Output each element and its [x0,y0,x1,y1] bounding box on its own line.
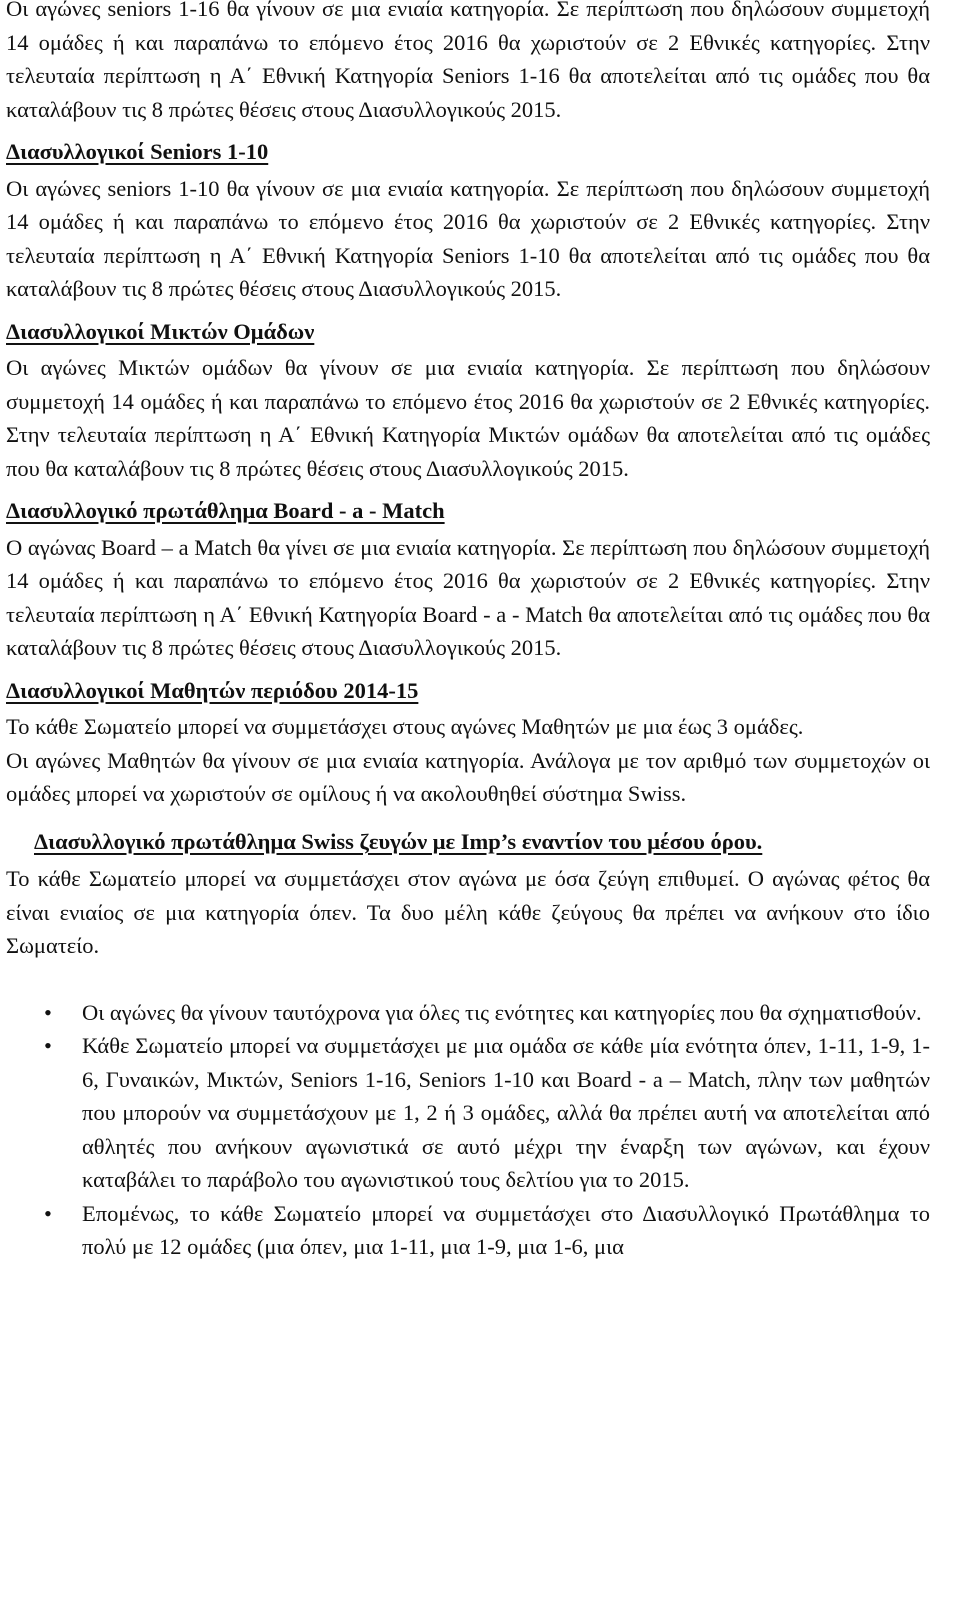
paragraph-students-format: Οι αγώνες Μαθητών θα γίνουν σε μια ενιαία κατηγορία. Ανάλογα με τον αριθμό των συμμετοχών οι ομάδες μπορεί να χωριστούν σε ομίλους ή να ακολουθηθεί σύστημα Swiss. [6,747,930,806]
list-item-text: Κάθε Σωματείο μπορεί να συμμετάσχει με μια ομάδα σε κάθε μία ενότητα όπεν, 1-11, 1-9, 1-6, Γυναικών, Μικτών, Seniors 1-16, Seniors 1-10 και Board - a – Match, πλην των μαθητών που μπορούν να συμμετάσχουν με 1, 2 ή 3 ομάδες, αλλά θα πρέπει αυτή να αποτελείται από αθλητές που ανήκουν αγωνιστικά σε αυτό μέχρι την έναρξη των αγώνων, και έχουν καταβάλει το παράβολο του αγωνιστικού τους δελτίου για το 2015. [82,1033,930,1192]
paragraph-mixed-teams: Οι αγώνες Μικτών ομάδων θα γίνουν σε μια ενιαία κατηγορία. Σε περίπτωση που δηλώσουν συμμετοχή 14 ομάδες ή και παραπάνω το επόμενο έτος 2016 θα χωριστούν σε 2 Εθνικές κατηγορίες. Στην τελευταία περίπτωση η Α΄ Εθνική Κατηγορία Μικτών ομάδων θα αποτελείται από τις ομάδες που θα καταλάβουν τις 8 πρώτες θέσεις στους Διασυλλογικούς 2015. [6,355,930,481]
heading-mixed-teams: Διασυλλογικοί Μικτών Ομάδων [6,318,315,344]
document-page [6,0,930,1264]
paragraph-board-a-match: Ο αγώνας Board – a Match θα γίνει σε μια ενιαία κατηγορία. Σε περίπτωση που δηλώσουν συμμετοχή 14 ομάδες ή και παραπάνω το επόμενο έτος 2016 θα χωριστούν σε 2 Εθνικές κατηγορίες. Στην τελευταία περίπτωση η Α΄ Εθνική Κατηγορία Board - a - Match θα αποτελείται από τις ομάδες που θα καταλάβουν τις 8 πρώτες θέσεις στους Διασυλλογικούς 2015. [6,534,930,660]
list-item-text: Οι αγώνες θα γίνουν ταυτόχρονα για όλες τις ενότητες και κατηγορίες που θα σχηματισθούν. [82,999,922,1025]
paragraph-students-teams: Το κάθε Σωματείο μπορεί να συμμετάσχει στους αγώνες Μαθητών με μια έως 3 ομάδες. [6,714,804,739]
bullet-icon: • [44,999,52,1025]
heading-swiss-pairs: Διασυλλογικό πρωτάθλημα Swiss ζευγών με Imp’s εναντίον του μέσου όρου. [34,828,763,854]
paragraph-swiss-pairs: Το κάθε Σωματείο μπορεί να συμμετάσχει στον αγώνα με όσα ζεύγη επιθυμεί. Ο αγώνας φέτος θα είναι ενιαίος σε μια κατηγορία όπεν. Τα δυο μέλη κάθε ζεύγους θα πρέπει να ανήκουν στο ίδιο Σωματείο. [6,866,930,958]
list-item-text: Επομένως, το κάθε Σωματείο μπορεί να συμμετάσχει στο Διασυλλογικό Πρωτάθλημα το πολύ με 12 ομάδες (μια όπεν, μια 1-11, μια 1-9, μια 1-6, μια [82,1200,930,1259]
list-item [6,996,930,1030]
list-item [6,1029,930,1197]
bullet-icon: • [44,1200,52,1226]
heading-seniors-1-10: Διασυλλογικοί Seniors 1-10 [6,139,269,164]
paragraph-seniors-1-16: Οι αγώνες seniors 1-16 θα γίνουν σε μια ενιαία κατηγορία. Σε περίπτωση που δηλώσουν συμμετοχή 14 ομάδες ή και παραπάνω το επόμενο έτος 2016 θα χωριστούν σε 2 Εθνικές κατηγορίες. Στην τελευταία περίπτωση η Α΄ Εθνική Κατηγορία Seniors 1-16 θα αποτελείται από τις ομάδες που θα καταλάβουν τις 8 πρώτες θέσεις στους Διασυλλογικούς 2015. [6,0,930,122]
heading-board-a-match: Διασυλλογικό πρωτάθλημα Board - a - Match [6,498,445,523]
paragraph-seniors-1-10: Οι αγώνες seniors 1-10 θα γίνουν σε μια ενιαία κατηγορία. Σε περίπτωση που δηλώσουν συμμετοχή 14 ομάδες ή και παραπάνω το επόμενο έτος 2016 θα χωριστούν σε 2 Εθνικές κατηγορίες. Στην τελευταία περίπτωση η Α΄ Εθνική Κατηγορία Seniors 1-10 θα αποτελείται από τις ομάδες που θα καταλάβουν τις 8 πρώτες θέσεις στους Διασυλλογικούς 2015. [6,175,930,301]
list-item [6,1197,930,1264]
rules-bullet-list [6,996,930,1264]
heading-students: Διασυλλογικοί Μαθητών περιόδου 2014-15 [6,677,419,703]
bullet-icon: • [44,1033,52,1058]
